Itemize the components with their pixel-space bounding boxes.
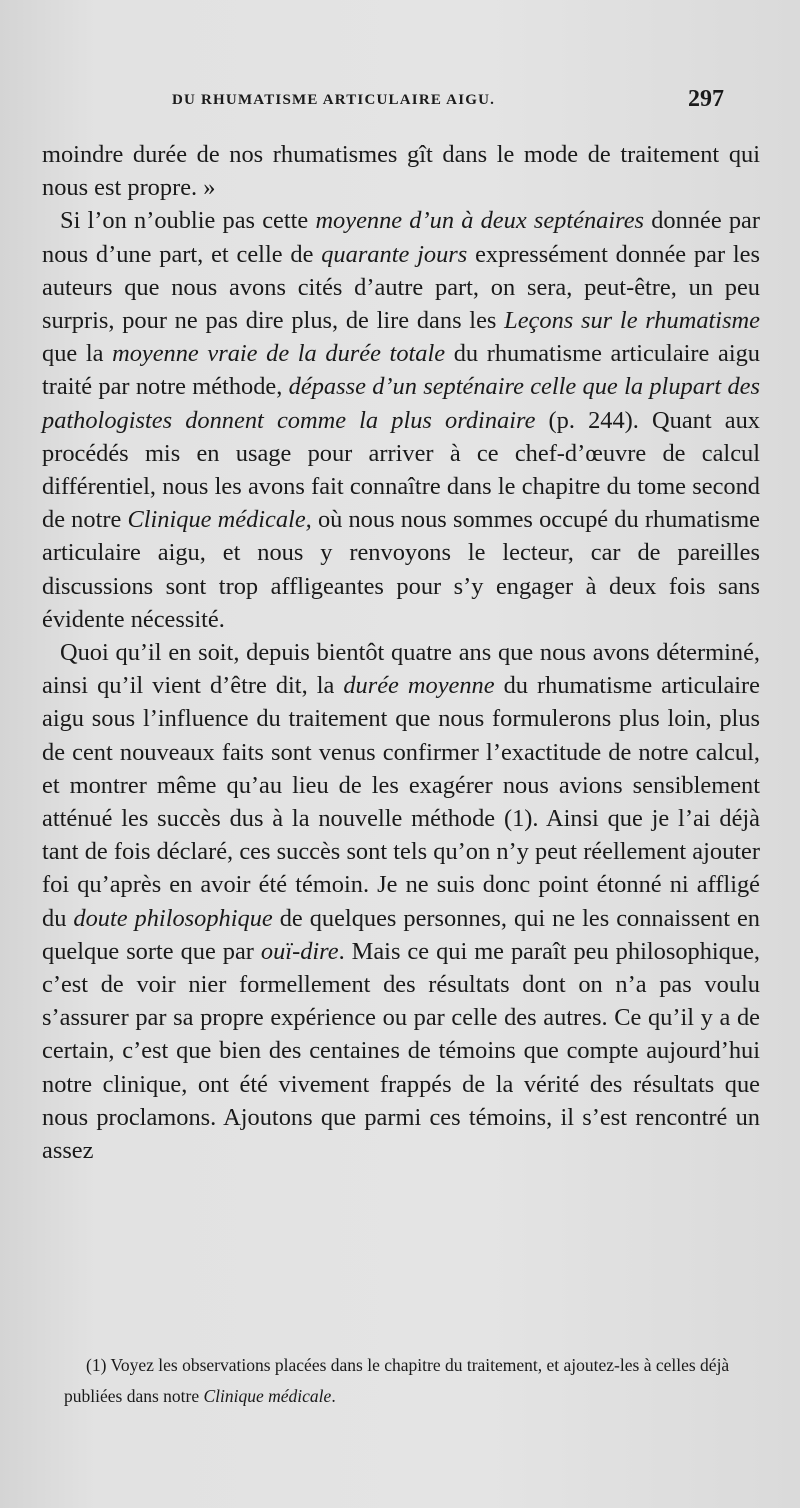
text-run: Si l’on n’oublie pas cette	[60, 207, 316, 235]
main-text	[42, 138, 760, 1167]
italic-run: Clinique médicale,	[127, 506, 312, 534]
italic-run: moyenne d’un à deux septénaires	[315, 207, 645, 235]
text-run: (p. 244). Quant aux procédés mis en usage pour arriver à ce chef-d’œuvre de calcul différentiel, nous les avons fait connaître dans le chapitre du tome second de notre	[42, 406, 761, 534]
italic-run: durée moyenne	[343, 672, 495, 700]
text-run: donnée par nous d’une part, et celle de	[42, 207, 760, 268]
text-run: .	[331, 1386, 336, 1406]
page-number: 297	[688, 86, 724, 112]
footnotes	[64, 1350, 764, 1412]
italic-run: moyenne vraie de la durée totale	[112, 340, 446, 368]
paragraph-2	[42, 204, 760, 636]
paragraph-3	[42, 636, 760, 1167]
paragraph-continuation: moindre durée de nos rhumatismes gît dans le mode de traitement qui nous est propre. »	[42, 141, 760, 202]
italic-run: ouï-dire	[260, 937, 339, 965]
text-run: (1) Voyez les observations placées dans le chapitre du traitement, et ajoutez-les à celles déjà publiées dans notre	[64, 1355, 730, 1406]
text-run: . Mais ce qui me paraît peu philosophique, c’est de voir nier formellement des résultats dont on n’a pas voulu s’assurer par sa propre expérience ou par celle des autres. Ce qu’il y a de certain, c’est que bien des centaines de témoins que compte aujourd’hui notre clinique, ont été vivement frappés de la vérité des résultats que nous proclamons. Ajoutons que parmi ces témoins, il s’est rencontré un assez	[42, 937, 760, 1165]
italic-run: doute philosophique	[73, 904, 273, 932]
italic-run: Leçons sur le rhumatisme	[504, 307, 760, 335]
italic-run: dépasse d’un septénaire celle que la plupart des pathologistes donnent comme la plus ordinaire	[42, 373, 760, 434]
page-header	[0, 86, 800, 116]
text-run: où nous nous sommes occupé du rhumatisme articulaire aigu, et nous y renvoyons le lecteur, car de pareilles discussions sont trop affligeantes pour s’y engager à deux fois sans évidente nécessité.	[42, 506, 760, 633]
running-head: DU RHUMATISME ARTICULAIRE AIGU.	[172, 92, 496, 108]
text-run: expressément donnée par les auteurs que nous avons cités d’autre part, on sera, peut-être, un peu surpris, pour ne pas dire plus, de lire dans les	[42, 240, 760, 335]
text-run: du rhumatisme articulaire aigu sous l’influence du traitement que nous formulerons plus loin, plus de cent nouveaux faits sont venus confirmer l’exactitude de notre calcul, et montrer même qu’au lieu de les exagérer nous avions sensiblement atténué les succès dus à la nouvelle méthode (1). Ainsi que je l’ai déjà tant de fois déclaré, ces succès sont tels qu’on n’y peut réellement ajouter foi qu’après en avoir été témoin. Je ne suis donc point étonné ni affligé du	[42, 672, 761, 932]
text-run: que la	[42, 340, 113, 368]
italic-run: Clinique médicale	[203, 1386, 332, 1406]
footnote-1	[64, 1350, 764, 1412]
italic-run: quarante jours	[321, 240, 468, 268]
text-run: du rhumatisme articulaire aigu traité par notre méthode,	[42, 340, 760, 401]
text-run: Quoi qu’il en soit, depuis bientôt quatre ans que nous avons déterminé, ainsi qu’il vient d’être dit, la	[42, 639, 760, 700]
text-run: de quelques personnes, qui ne les connaissent en quelque sorte que par	[42, 904, 760, 965]
